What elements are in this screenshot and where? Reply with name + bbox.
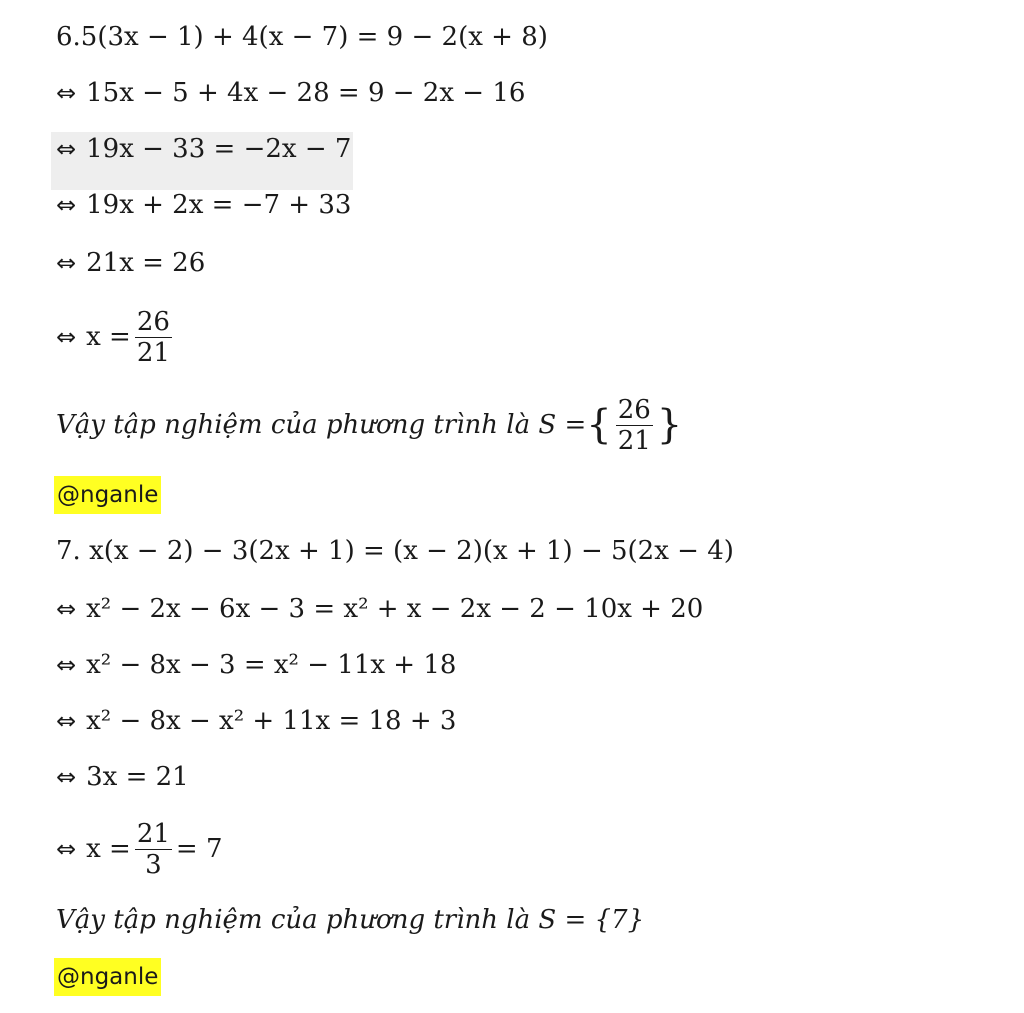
- step-text: 3x = 21: [86, 762, 189, 792]
- step-text: 19x − 33 = −2x − 7: [86, 134, 352, 164]
- fraction: [135, 306, 172, 368]
- problem6-step5: [56, 306, 176, 368]
- problem6-conclusion: [56, 394, 682, 456]
- step-text: 15x − 5 + 4x − 28 = 9 − 2x − 16: [86, 78, 526, 108]
- problem7-equation: [56, 536, 734, 566]
- step-text: x² − 8x − x² + 11x = 18 + 3: [86, 706, 457, 736]
- problem7-step2: [56, 650, 456, 680]
- fraction-numerator: 26: [136, 306, 170, 337]
- fraction-numerator: 26: [617, 394, 651, 425]
- equivalence-symbol: ⇔: [56, 323, 77, 351]
- fraction-numerator: 21: [136, 818, 170, 849]
- problem7-step3: [56, 706, 456, 736]
- step-text: x² − 2x − 6x − 3 = x² + x − 2x − 2 − 10x + 20: [86, 594, 704, 624]
- problem7-conclusion: [56, 905, 644, 935]
- fraction-denominator: 3: [145, 849, 162, 880]
- problem6-step2: [56, 134, 351, 164]
- author-tag: @nganle: [54, 958, 161, 996]
- equivalence-symbol: ⇔: [56, 707, 77, 735]
- equivalence-symbol: ⇔: [56, 835, 77, 863]
- problem6-step4: [56, 248, 205, 278]
- equivalence-symbol: ⇔: [56, 135, 77, 163]
- problem7-step1: [56, 594, 703, 624]
- problem7-step5: [56, 818, 223, 880]
- problem6-step3: [56, 190, 351, 220]
- step-text: 19x + 2x = −7 + 33: [86, 190, 352, 220]
- equivalence-symbol: ⇔: [56, 763, 77, 791]
- equivalence-symbol: ⇔: [56, 651, 77, 679]
- problem7-step4: [56, 762, 189, 792]
- step-result: = 7: [175, 834, 223, 864]
- problem6-step1: [56, 78, 525, 108]
- conclusion-text: Vậy tập nghiệm của phương trình là S = {7}: [56, 905, 645, 935]
- step-text: x² − 8x − 3 = x² − 11x + 18: [86, 650, 457, 680]
- step-text: x =: [86, 834, 131, 864]
- problem7-head-text: 7. x(x − 2) − 3(2x + 1) = (x − 2)(x + 1) − 5(2x − 4): [56, 536, 734, 566]
- equivalence-symbol: ⇔: [56, 191, 77, 219]
- equivalence-symbol: ⇔: [56, 79, 77, 107]
- fraction-denominator: 21: [136, 337, 170, 368]
- problem6-head-text: 6.5(3x − 1) + 4(x − 7) = 9 − 2(x + 8): [56, 22, 548, 52]
- brace-close: }: [656, 402, 683, 448]
- fraction: [135, 818, 172, 880]
- conclusion-text: Vậy tập nghiệm của phương trình là S =: [56, 410, 587, 440]
- fraction-denominator: 21: [617, 425, 651, 456]
- equivalence-symbol: ⇔: [56, 595, 77, 623]
- step-text: 21x = 26: [86, 248, 206, 278]
- step-text: x =: [86, 322, 131, 352]
- solution-fraction: [616, 394, 653, 456]
- equivalence-symbol: ⇔: [56, 249, 77, 277]
- problem6-equation: [56, 22, 548, 52]
- brace-open: {: [586, 402, 612, 448]
- author-tag: @nganle: [54, 476, 161, 514]
